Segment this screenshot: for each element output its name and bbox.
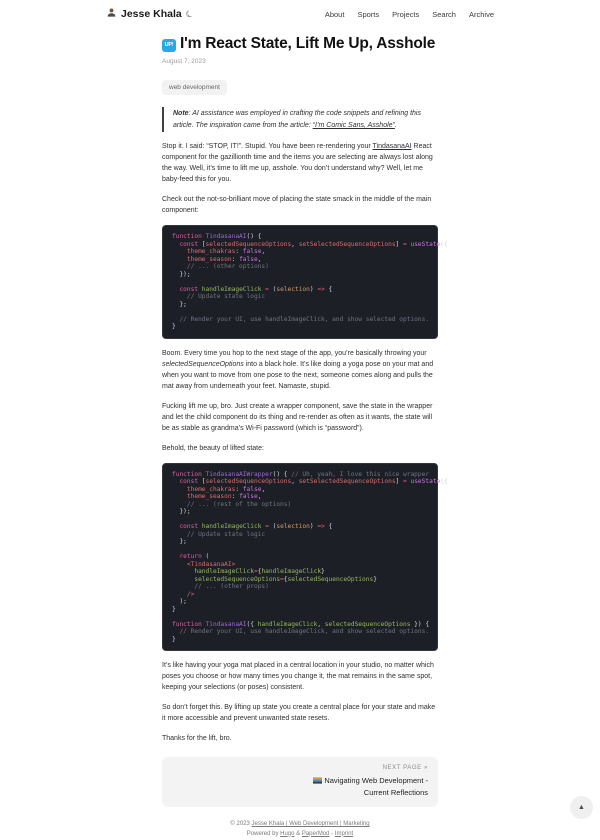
inline-link[interactable]: Jesse Khala | Web Development | Marketing [251,821,370,827]
nav-item-about[interactable]: About [324,9,345,19]
footer-powered-by: Powered by Hugo & PaperMod - Imprint [246,830,354,837]
next-page-card[interactable] [162,757,438,807]
nav-item-projects[interactable]: Projects [392,9,420,19]
paragraph: Behold, the beauty of lifted state: [162,444,264,452]
theme-toggle-moon-icon[interactable]: ☾ [183,7,196,20]
inline-link[interactable]: “I’m Comic Sans, Asshole” [312,121,395,129]
nav-item-search[interactable]: Search [432,9,456,19]
post-title-text: I'm React State, Lift Me Up, Asshole [180,35,436,52]
logo-group [106,7,194,21]
paragraph: Stop it. I said: “STOP, IT!”. Stupid. You have been re-rendering your TindasanaAI React component for the gazillionth time and the items you are selecting are always lost along the way. Well, it’s time to lift me up, asshole. You don’t understand why? Well, let me baby-feed this for you. [162,143,433,183]
next-page-label: NEXT PAGE » [382,765,428,771]
site-footer [0,820,600,839]
nav-item-archive[interactable]: Archive [468,9,494,19]
paragraph: Thanks for the lift, bro. [162,735,232,742]
site-logo-link[interactable] [106,7,182,21]
scroll-top-button[interactable] [570,796,593,819]
site-title: Jesse Khala [121,8,182,20]
post-article [162,34,448,807]
site-header [106,0,494,21]
post-thumbnail-icon [313,776,324,785]
code-block-state-in-component: function TindasanaAI() { const [selectedSequenceOptions, setSelectedSequenceOptions] = useState({ theme_chakras: false, theme_season: false, // ... (other options) }); const handleImageClick = (selection) => { // Update state logic }; // Render your UI, use handleImageClick, and show selected options. } [162,225,438,339]
note-blockquote: Note: AI assistance was employed in crafting the code snippets and refining this article. The inspiration came from the article: “I’m Comic Sans, Asshole”. [162,107,438,132]
inline-link[interactable]: Hugo [280,830,295,837]
paragraph: Fucking lift me up, bro. Just create a wrapper component, save the state in the wrapper and let the child component do its thing and re-render as often as it wants, the state will be as stable as grandma’s Wi-Fi password (which is “password”). [162,402,433,432]
up-badge-icon: UP! [162,39,176,52]
nav-item-sports[interactable]: Sports [357,9,380,19]
caret-up-icon: ▲ [578,804,585,811]
inline-link[interactable]: PaperMod [301,830,330,837]
inline-link[interactable]: TindasanaAI [372,143,412,150]
code-block-lifted-state: function TindasanaAIWrapper() { // Uh, yeah, I love this nice wrapper const [selectedSequenceOptions, setSelectedSequenceOptions] = useState({ theme_chakras: false, theme_season: false, // ... (rest of the options) }); const handleImageClick = (selection) => { // Update state logic }; return ( <TindasanaAI> handleImageClick={handleImageClick} selectedSequenceOptions={selectedSequenceOptions} // ... (other props) /> ); } function TindasanaAI({ handleImageClick, selectedSequenceOptions }) { // Render your UI, use handleImageClick, and show selected options. } [162,463,438,652]
footer-copyright: © 2023 Jesse Khala | Web Development | Marketing [230,821,370,827]
post-title [162,34,438,54]
tag-list [162,76,438,95]
paragraph: Check out the not-so-brilliant move of placing the state smack in the middle of the main component: [162,196,432,214]
post-date: August 7, 2023 [162,58,206,65]
inline-link[interactable]: Imprint [334,830,354,837]
top-nav [325,10,494,19]
next-page-title: Navigating Web Development - Current Reflections [296,775,428,798]
paragraph: It’s like having your yoga mat placed in a central location in your studio, no matter which poses you choose or how many times you change it, the mat remains in the same spot, keeping your selections (or poses) consistent. [162,662,434,691]
paragraph: So don’t forget this. By lifting up state you create a central place for your state and make it more accessible and prevent unwanted state resets. [162,704,436,722]
paragraph: Boom. Every time you hop to the next stage of the app, you’re basically throwing your selectedSequenceOptions into a black hole. It’s like doing a yoga pose on your mat and when you want to move from one pose to the next, someone comes along and pulls the mat away from underneath your feet. Namaste, stupid. [162,349,434,390]
avatar-icon [106,7,117,21]
tag-web-development[interactable]: web development [162,80,227,95]
